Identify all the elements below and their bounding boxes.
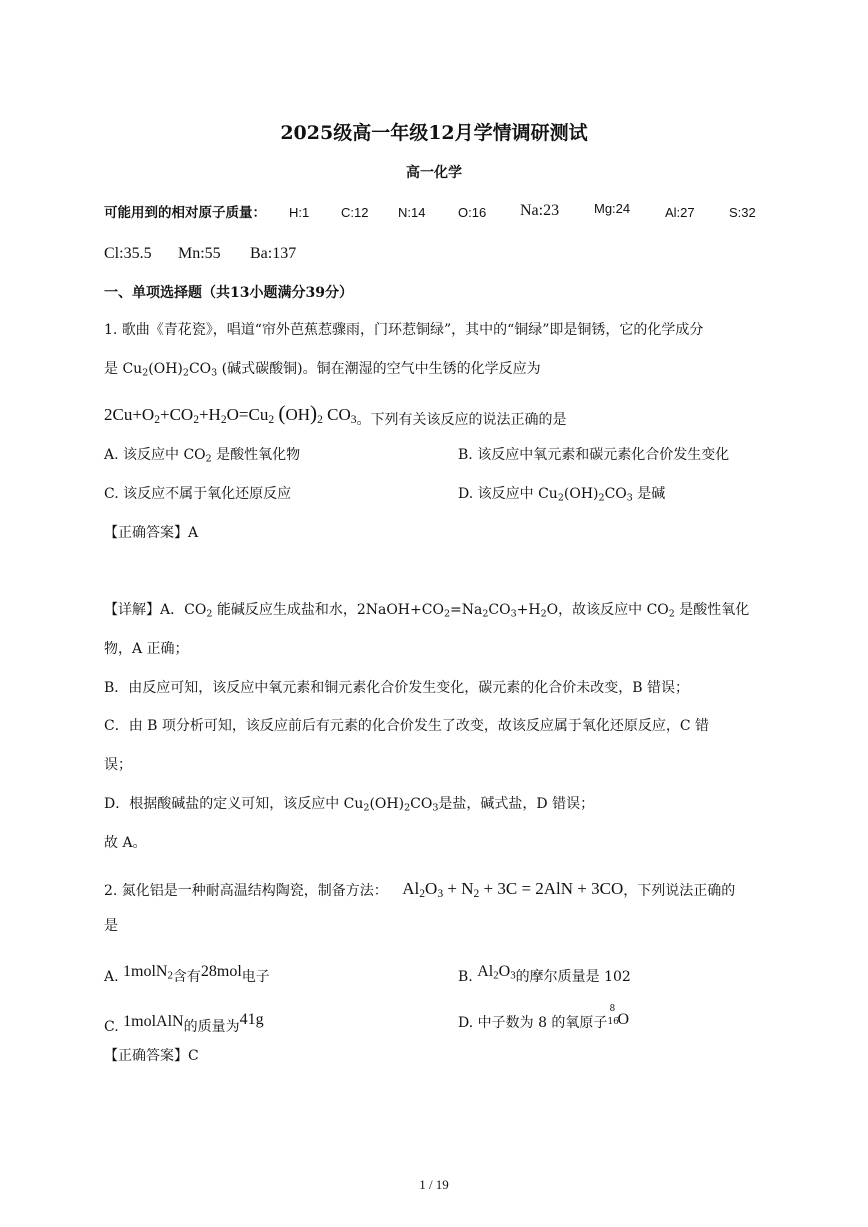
q1-explanation-7: 故 A。 [104,835,147,851]
nuclide-notation: 8 16 [607,1004,619,1027]
q2-option-b[interactable]: B. $Al_2O_3$的摩尔质量是 102 [458,963,631,985]
page-subtitle: 高一化学 [406,165,462,181]
mass-h: H:1 [289,205,310,220]
q1-option-d[interactable]: D. 该反应中 $Cu_2(OH)_2CO_3$ 是碱 [458,486,666,504]
q2-stem-line2: 是 [104,918,118,934]
q2-stem-line1: 2. 氮化铝是一种耐高温结构陶瓷，制备方法： $Al_2O_3 + N_2 + 3C = 2AlN + 3CO$，下列说法正确的 [104,879,736,900]
q1-explanation-3: B．由反应可知，该反应中氧元素和铜元素化合价发生变化，碳元素的化合价未改变，B 错误； [104,680,690,696]
atomic-mass-label: 可能用到的相对原子质量： [104,205,266,221]
q1-explanation-2: 物，A 正确； [104,641,189,657]
q1-option-c[interactable]: C. 该反应不属于氧化还原反应 [104,486,292,502]
page-number: 1 / 19 [419,1177,449,1192]
mass-cl: Cl:35.5 [104,245,152,262]
mass-mn: Mn:55 [178,245,221,262]
mass-o: O:16 [458,205,487,220]
q2-equation: $Al_2O_3 + N_2 + 3C = 2AlN + 3CO$ [402,879,624,900]
q1-stem-line1: 1. 歌曲《青花瓷》，唱道“帘外芭蕉惹骤雨，门环惹铜绿”，其中的“铜绿”即是铜锈，它的化学成分 [104,322,704,338]
q1-explanation-1: 【详解】A．$CO_2$ 能碱反应生成盐和水，$2NaOH+CO_2=Na_2CO_3+H_2O$，故该反应中 $CO_2$ 是酸性氧化 [104,602,750,620]
mass-ba: Ba:137 [250,245,297,262]
q1-explanation-6: D．根据酸碱盐的定义可知，该反应中 $Cu_2(OH)_2CO_3$是盐，碱式盐，D 错误； [104,796,595,814]
q1-equation-line: $2Cu+O_2+CO_2+H_2O=Cu_2$ $(OH)_2$ $CO_3$。下列有关该反应的说法正确的是 [104,401,567,428]
mass-mg: Mg:24 [594,201,631,216]
mass-na: Na:23 [520,202,560,219]
mass-c: C:12 [341,205,369,220]
q2-answer: 【正确答案】C [104,1048,199,1064]
mass-al: Al:27 [665,205,695,220]
q2-option-d[interactable]: D. 中子数为 8 的氧原子 8 16 O [458,1004,629,1031]
q1-explanation-5: 误； [104,757,132,773]
q1-answer: 【正确答案】A [104,525,199,541]
mass-s: S:32 [729,205,756,220]
q1-option-a[interactable]: A. 该反应中 $CO_2$ 是酸性氧化物 [104,447,301,465]
q1-stem-line2: 是 $Cu_2(OH)_2CO_3$ (碱式碳酸铜)。铜在潮湿的空气中生锈的化学反应为 [104,361,541,379]
q1-equation: $2Cu+O_2+CO_2+H_2O=Cu_2$ $(OH)_2$ $CO_3$ [104,401,357,426]
section-heading: 一、单项选择题（共13小题满分39分） [104,285,353,301]
q2-option-c[interactable]: C. 1molAlN的质量为41g [104,1011,264,1035]
page-title: 2025级高一年级12月学情调研测试 [280,122,588,144]
q1-option-b[interactable]: B. 该反应中氧元素和碳元素化合价发生变化 [458,447,730,463]
q1-explanation-4: C．由 B 项分析可知，该反应前后有元素的化合价发生了改变，故该反应属于氧化还原反应，C 错 [104,718,710,734]
q2-option-a[interactable]: A. 1molN$_2$含有28mol电子 [104,963,270,985]
mass-n: N:14 [398,205,426,220]
